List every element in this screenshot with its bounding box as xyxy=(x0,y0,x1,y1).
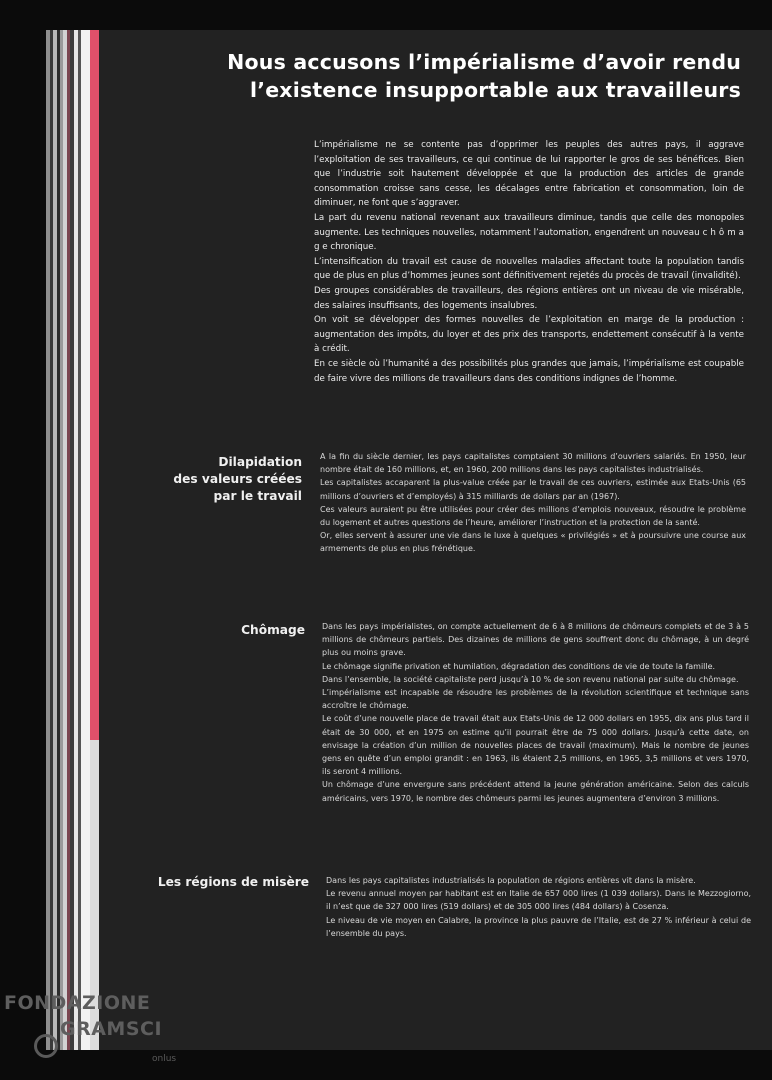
watermark-logo xyxy=(0,992,200,1072)
title-line-2: l’existence insupportable aux travailleurs xyxy=(249,78,741,102)
intro-paragraph: L’intensification du travail est cause de nouvelles maladies affectant toute la population tandis que de plus en plus d’hommes jeunes sont définitivement rejetés du procès de travail (invalidité). xyxy=(314,256,744,282)
accent-band xyxy=(90,30,99,740)
watermark-line-1: FONDAZIONE xyxy=(4,992,151,1014)
intro-paragraph: Des groupes considérables de travailleurs, des régions entières ont un niveau de vie misérable, des salaires insuffisants, des logements insalubres. xyxy=(314,285,744,311)
section-body-regions-de-misere xyxy=(326,874,751,940)
section-paragraph: Dans l’ensemble, la société capitaliste perd jusqu’à 10 % de son revenu national par suite du chômage. xyxy=(322,674,739,684)
section-paragraph: A la fin du siècle dernier, les pays capitalistes comptaient 30 millions d’ouvriers salariés. En 1950, leur nombre était de 160 millions, et, en 1960, 200 millions dans les pays capitalistes industrialisés. xyxy=(320,452,746,475)
section-heading-chomage: Chômage xyxy=(241,623,305,637)
section-heading-regions-de-misere: Les régions de misère xyxy=(157,875,309,889)
watermark-suffix: onlus xyxy=(152,1054,177,1064)
section-heading-dilapidation: Dilapidation des valeurs créées par le travail xyxy=(173,455,302,503)
watermark-ring-icon xyxy=(34,1034,58,1058)
section-paragraph: Dans les pays impérialistes, on compte actuellement de 6 à 8 millions de chômeurs complets et de 3 à 5 millions de chômeurs partiels. Des dizaines de millions de gens souffrent donc du chômage, à un degré plus ou moins grave. xyxy=(322,622,749,658)
intro-paragraph: En ce siècle où l’humanité a des possibilités plus grandes que jamais, l’impérialisme est coupable de faire vivre des millions de travailleurs dans des conditions indignes de l’homme. xyxy=(314,358,744,384)
section-paragraph: Le coût d’une nouvelle place de travail était aux Etats-Unis de 12 000 dollars en 1955, dix ans plus tard il était de 30 000, et en 1975 on estime qu’il pourrait être de 75 000 dollars. Jusqu’à cette date, on envisage la création d’un million de nouvelles places de travail (maximum). Mais le nombre de jeunes gens en quête d’un emploi grandit : en 1963, ils étaient 2,5 millions, en 1965, 3,5 millions et vers 1970, ils seront 4 millions. xyxy=(322,714,749,777)
page-edges xyxy=(46,30,102,1050)
intro-paragraph: L’impérialisme ne se contente pas d’opprimer les peuples des autres pays, il aggrave l’exploitation de ses travailleurs, ce qui continue de lui rapporter le gros de ses bénéfices. Bien que l’industrie soit hautement développée et que la production des articles de grande consommation croisse sans cesse, les décalages entre fabrication et consommation, loin de diminuer, ne font que s’aggraver. xyxy=(314,140,744,209)
document-page xyxy=(46,30,772,1050)
section-paragraph: Un chômage d’une envergure sans précédent attend la jeune génération américaine. Selon des calculs américains, vers 1970, le nombre des chômeurs parmi les jeunes augmentera d’environ 3 millions. xyxy=(322,780,749,803)
title-line-1: Nous accusons l’impérialisme d’avoir rendu xyxy=(227,50,741,74)
section-paragraph: L’impérialisme est incapable de résoudre les problèmes de la révolution scientifique et technique sans accroître le chômage. xyxy=(322,688,749,711)
page-title xyxy=(196,48,741,104)
watermark-line-2: GRAMSCI xyxy=(60,1018,163,1040)
section-body-dilapidation xyxy=(320,450,746,556)
section-paragraph: Ces valeurs auraient pu être utilisées pour créer des millions d’emplois nouveaux, résoudre le problème du logement et autres questions de l’heure, améliorer l’instruction et la protection de la santé. xyxy=(320,504,746,528)
section-paragraph: Le revenu annuel moyen par habitant est en Italie de 657 000 lires (1 039 dollars). Dans le Mezzogiorno, il n’est que de 327 000 lires (519 dollars) et de 305 000 lires (484 dollars) à Cosenza. xyxy=(326,889,751,912)
page-edge xyxy=(81,30,90,1050)
intro-paragraph: La part du revenu national revenant aux travailleurs diminue, tandis que celle des monopoles augmente. Les techniques nouvelles, notamment l’automation, engendrent un nouveau c h ô m a g e chronique. xyxy=(314,212,744,253)
intro-text xyxy=(314,138,744,386)
section-paragraph: Dans les pays capitalistes industrialisés la population de régions entières vit dans la misère. xyxy=(326,876,696,885)
section-paragraph: Le niveau de vie moyen en Calabre, la province la plus pauvre de l’Italie, est de 27 % inférieur à celui de l’ensemble du pays. xyxy=(326,915,751,938)
section-paragraph: Le chômage signifie privation et humilation, dégradation des conditions de vie de toute la famille. xyxy=(322,661,716,671)
section-paragraph: Les capitalistes accaparent la plus-value créée par le travail de ces ouvriers, estimée aux Etats-Unis (65 millions d’ouvriers et d’employés) à 315 milliards de dollars par an (1967). xyxy=(320,478,746,501)
intro-paragraph: On voit se développer des formes nouvelles de l’exploitation en marge de la production : augmentation des impôts, du loyer et des prix des transports, endettement consécutif à la vente à crédit. xyxy=(314,315,744,355)
section-paragraph: Or, elles servent à assurer une vie dans le luxe à quelques « privilégiés » et à poursuivre une course aux armements de plus en plus frénétique. xyxy=(320,531,746,554)
section-body-chomage xyxy=(322,620,749,805)
